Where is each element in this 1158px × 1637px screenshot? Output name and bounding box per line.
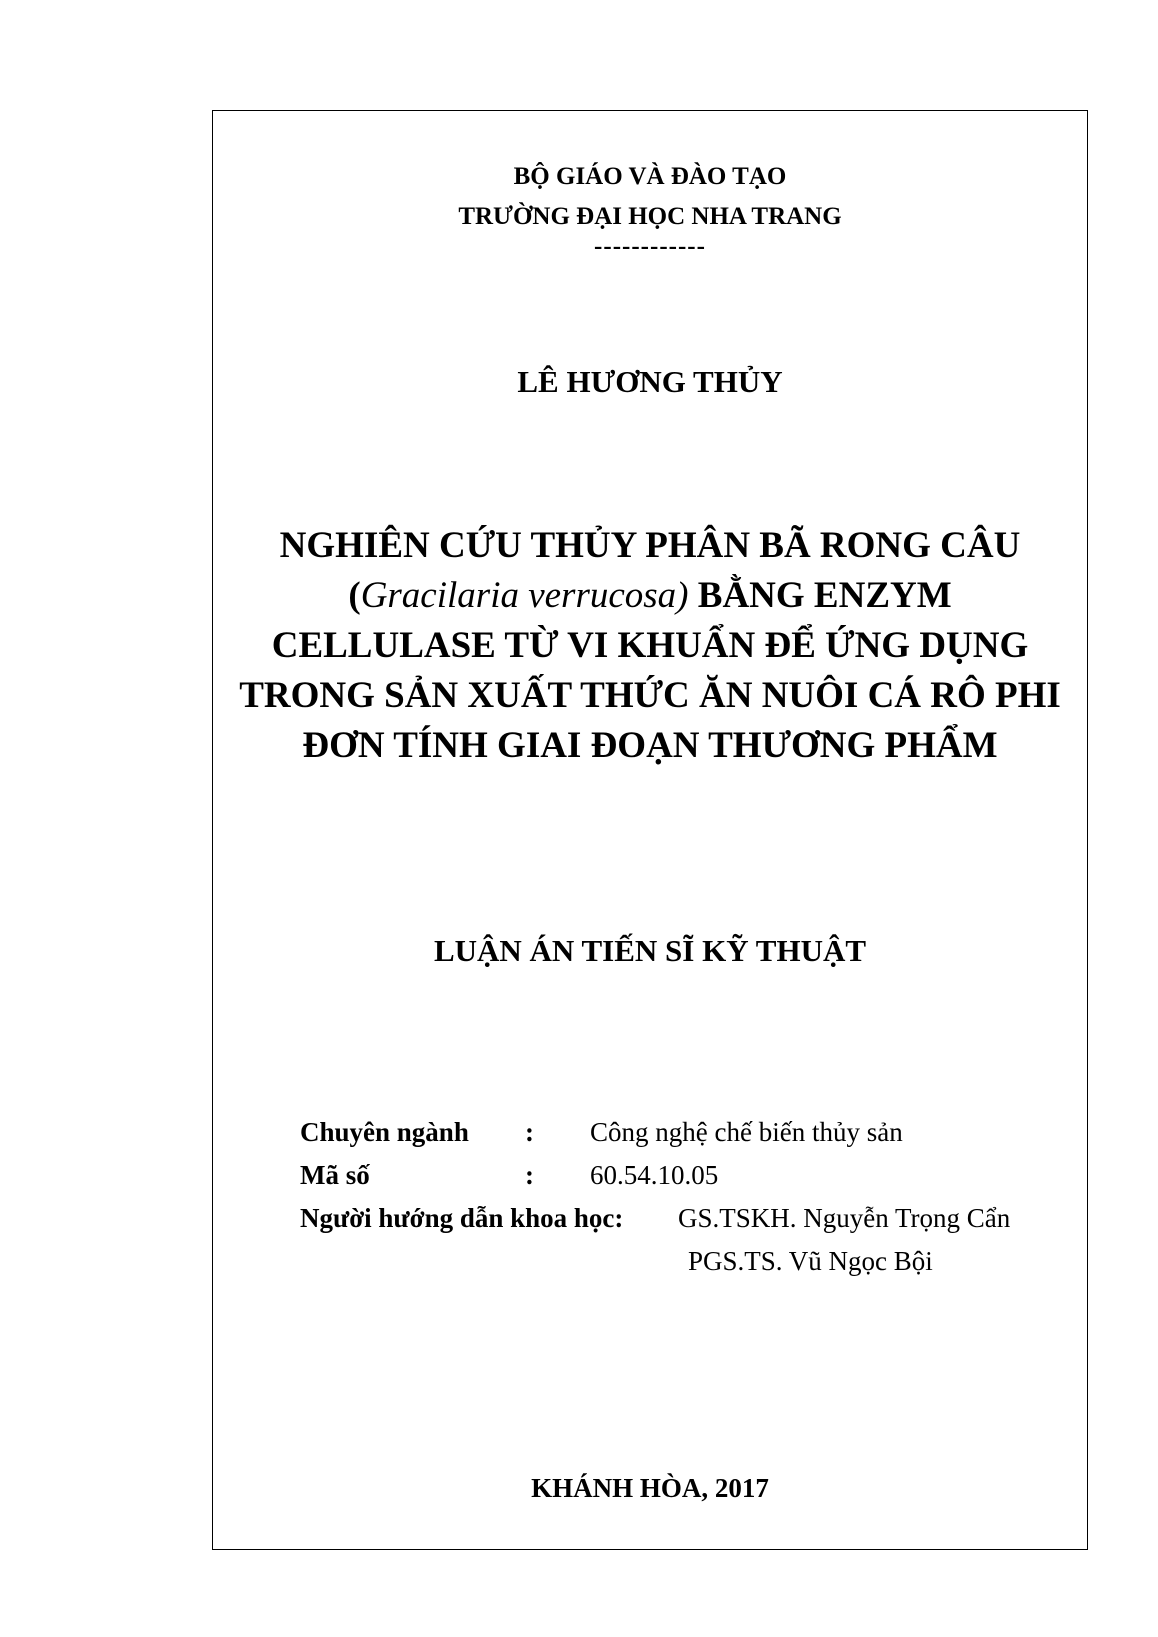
cover-frame (212, 110, 1088, 1550)
title-line-3: CELLULASE TỪ VI KHUẨN ĐỂ ỨNG DỤNG (271, 625, 1029, 666)
advisor-1: GS.TSKH. Nguyễn Trọng Cẩn (678, 1203, 1011, 1233)
advisor-label: Người hướng dẫn khoa học: (300, 1203, 624, 1233)
ministry-name: BỘ GIÁO VÀ ĐÀO TẠO (513, 163, 787, 190)
place-and-year: KHÁNH HÒA, 2017 (531, 1473, 769, 1503)
title-line-5: ĐƠN TÍNH GIAI ĐOẠN THƯƠNG PHẨM (302, 725, 998, 766)
title-open-paren: ( (348, 575, 361, 616)
thesis-title (213, 521, 1087, 771)
major-value: Công nghệ chế biến thủy sản (590, 1117, 903, 1147)
advisor-2: PGS.TS. Vũ Ngọc Bội (688, 1246, 933, 1276)
code-value: 60.54.10.05 (590, 1160, 719, 1190)
university-name: TRƯỜNG ĐẠI HỌC NHA TRANG (458, 203, 842, 230)
code-label: Mã số (300, 1160, 370, 1190)
title-line-1: NGHIÊN CỨU THỦY PHÂN BÃ RONG CÂU (279, 525, 1021, 566)
code-colon: : (525, 1160, 534, 1190)
major-label: Chuyên ngành (300, 1117, 469, 1147)
header-separator: ------------ (594, 233, 706, 260)
degree-type: LUẬN ÁN TIẾN SĨ KỸ THUẬT (433, 933, 867, 968)
author-name: LÊ HƯƠNG THỦY (517, 364, 783, 399)
title-line-4: TRONG SẢN XUẤT THỨC ĂN NUÔI CÁ RÔ PHI (239, 675, 1061, 716)
scientific-name: Gracilaria verrucosa) (360, 575, 689, 616)
major-colon: : (525, 1117, 534, 1147)
title-line-2-rest: BẰNG ENZYM (688, 575, 952, 616)
title-line-2 (213, 571, 1087, 621)
